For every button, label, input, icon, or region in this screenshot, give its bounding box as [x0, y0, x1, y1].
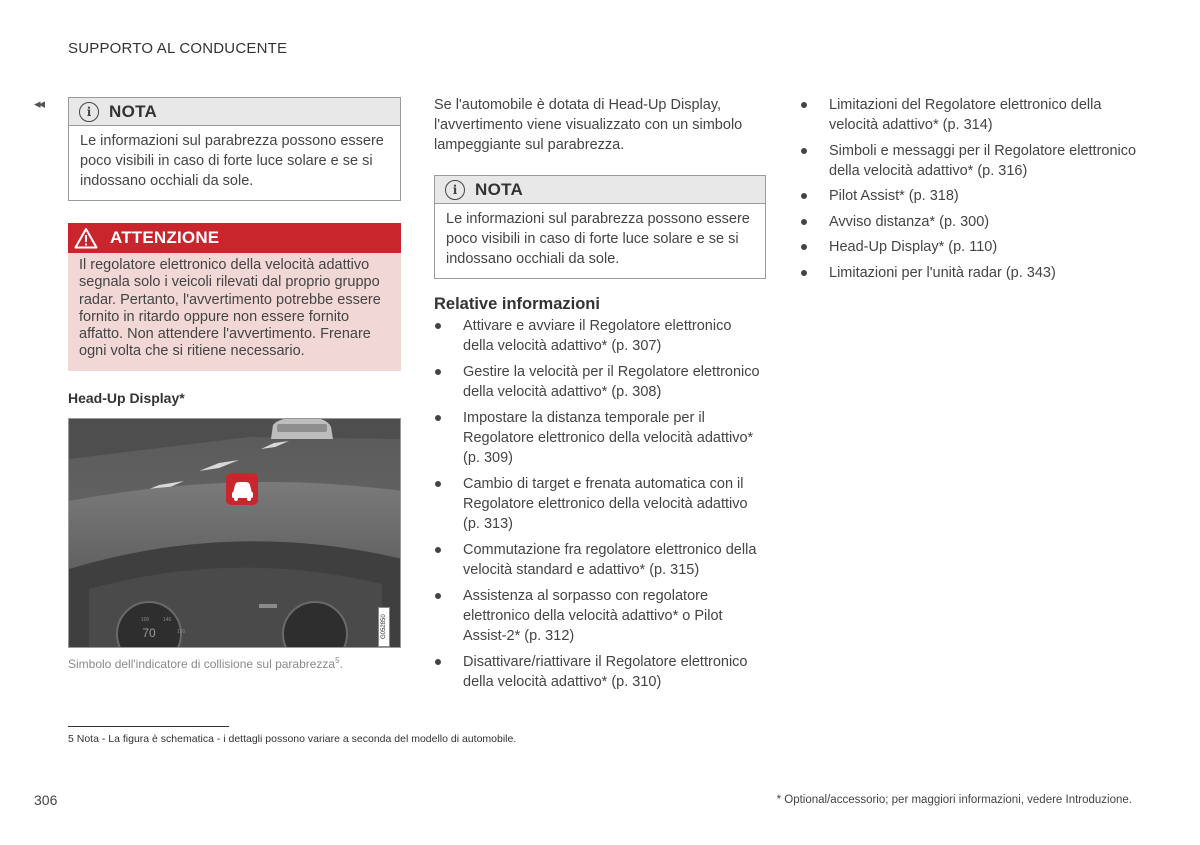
head-up-display-figure [68, 418, 401, 648]
page-header-title: SUPPORTO AL CONDUCENTE [68, 40, 288, 57]
bullet-icon [435, 547, 441, 553]
section-subheading: Head-Up Display* [68, 389, 185, 406]
related-link[interactable] [800, 141, 1140, 181]
related-link-text[interactable]: Cambio di target e frenata automatica con il Regolatore elettronico della velocità adattivo (p. 313) [463, 476, 748, 532]
related-link-text[interactable]: Attivare e avviare il Regolatore elettronico della velocità adattivo* (p. 307) [463, 318, 732, 354]
caption-end: . [339, 656, 343, 671]
related-links-list [434, 316, 766, 692]
windshield-illustration [69, 419, 401, 648]
bullet-icon [801, 148, 807, 154]
related-link-text[interactable]: Limitazioni per l'unità radar (p. 343) [829, 264, 1056, 281]
bullet-icon [801, 270, 807, 276]
svg-text:70: 70 [142, 625, 156, 640]
optional-accessory-note: * Optional/accessorio; per maggiori informazioni, vedere Introduzione. [776, 794, 1132, 806]
bullet-icon [435, 659, 441, 665]
bullet-icon [435, 593, 441, 599]
related-link[interactable] [434, 540, 766, 580]
nota-header [69, 98, 400, 126]
related-link[interactable] [800, 212, 1140, 232]
right-column [800, 95, 1140, 288]
related-info-heading: Relative informazioni [434, 295, 600, 313]
attenzione-header [68, 223, 401, 253]
footnote-divider [68, 726, 229, 727]
page-number: 306 [34, 792, 58, 808]
related-links-list-continued [800, 95, 1140, 283]
bullet-icon [801, 102, 807, 108]
related-link-text[interactable]: Pilot Assist* (p. 318) [829, 188, 959, 204]
related-link[interactable] [434, 316, 766, 356]
bullet-icon [435, 369, 441, 375]
nota-body-2: Le informazioni sul parabrezza possono essere poco visibili in caso di forte luce solare e se si indossano occhiali da sole. [446, 211, 750, 267]
svg-text:100: 100 [141, 616, 150, 623]
nota-header-2 [435, 176, 765, 204]
related-link[interactable] [434, 474, 766, 534]
bullet-icon [435, 481, 441, 487]
bullet-icon [435, 323, 441, 329]
left-column [68, 97, 401, 671]
back-arrows-icon[interactable]: ◂◂ [34, 96, 44, 111]
related-link-text[interactable]: Avviso distanza* (p. 300) [829, 213, 990, 230]
svg-text:180: 180 [177, 628, 186, 635]
info-icon: i [445, 180, 465, 200]
warning-triangle-icon [74, 227, 98, 249]
attenzione-title: ATTENZIONE [110, 228, 220, 247]
nota-body: Le informazioni sul parabrezza possono essere poco visibili in caso di forte luce solare e se si indossano occhiali da sole. [80, 133, 384, 189]
intro-paragraph: Se l'automobile è dotata di Head-Up Display, l'avvertimento viene visualizzato con un simbolo lampeggiante sul parabrezza. [434, 97, 743, 153]
related-link[interactable] [800, 263, 1140, 283]
footnote: 5 Nota - La figura è schematica - i dettagli possono variare a seconda del modello di automobile. [68, 733, 517, 745]
related-link[interactable] [800, 95, 1140, 135]
bullet-icon [801, 219, 807, 225]
bullet-icon [435, 415, 441, 421]
caption-footnote-ref[interactable]: 5 [335, 655, 340, 665]
info-icon: i [79, 102, 99, 122]
related-link[interactable] [434, 652, 766, 692]
attenzione-box [68, 223, 401, 371]
nota-title: NOTA [109, 101, 158, 121]
related-link-text[interactable]: Disattivare/riattivare il Regolatore elettronico della velocità adattivo* (p. 310) [463, 654, 748, 690]
attenzione-body: Il regolatore elettronico della velocità adattivo segnala solo i veicoli rilevati dal proprio gruppo radar. Pertanto, l'avvertimento potrebbe essere fornito in ritardo oppure non essere fornito affatto. Non attendere l'avvertimento. Frenare ogni volta che si ritiene necessario. [79, 257, 381, 360]
related-link[interactable] [434, 586, 766, 646]
bullet-icon [801, 193, 807, 199]
collision-warning-symbol [226, 473, 258, 505]
related-link-text[interactable]: Assistenza al sorpasso con regolatore elettronico della velocità adattivo* o Pilot Assist-2* (p. 312) [463, 588, 723, 644]
nota-box-2 [434, 175, 766, 279]
related-link-text[interactable]: Limitazioni del Regolatore elettronico della velocità adattivo* (p. 314) [829, 97, 1102, 133]
related-link[interactable] [800, 237, 1140, 257]
middle-column [434, 95, 766, 698]
related-link-text[interactable]: Simboli e messaggi per il Regolatore elettronico della velocità adattivo* (p. 316) [829, 142, 1137, 179]
nota-box [68, 97, 401, 201]
related-link[interactable] [434, 362, 766, 402]
related-link-text[interactable]: Head-Up Display* (p. 110) [829, 239, 998, 255]
car-ahead [271, 419, 333, 439]
related-link-text[interactable]: Impostare la distanza temporale per il Regolatore elettronico della velocità adattivo* (p. 309) [463, 410, 754, 466]
nota-title-2: NOTA [475, 179, 524, 199]
svg-text:140: 140 [163, 616, 172, 623]
related-link[interactable] [434, 408, 766, 468]
related-link-text[interactable]: Gestire la velocità per il Regolatore elettronico della velocità adattivo* (p. 308) [463, 364, 760, 400]
caption-text: Simbolo dell'indicatore di collisione sul parabrezza [68, 656, 336, 671]
figure-id-label: G052850 [378, 607, 390, 647]
related-link[interactable] [800, 186, 1140, 206]
bullet-icon [801, 244, 807, 250]
related-link-text[interactable]: Commutazione fra regolatore elettronico della velocità standard e adattivo* (p. 315) [463, 542, 757, 578]
figure-caption [68, 656, 401, 671]
